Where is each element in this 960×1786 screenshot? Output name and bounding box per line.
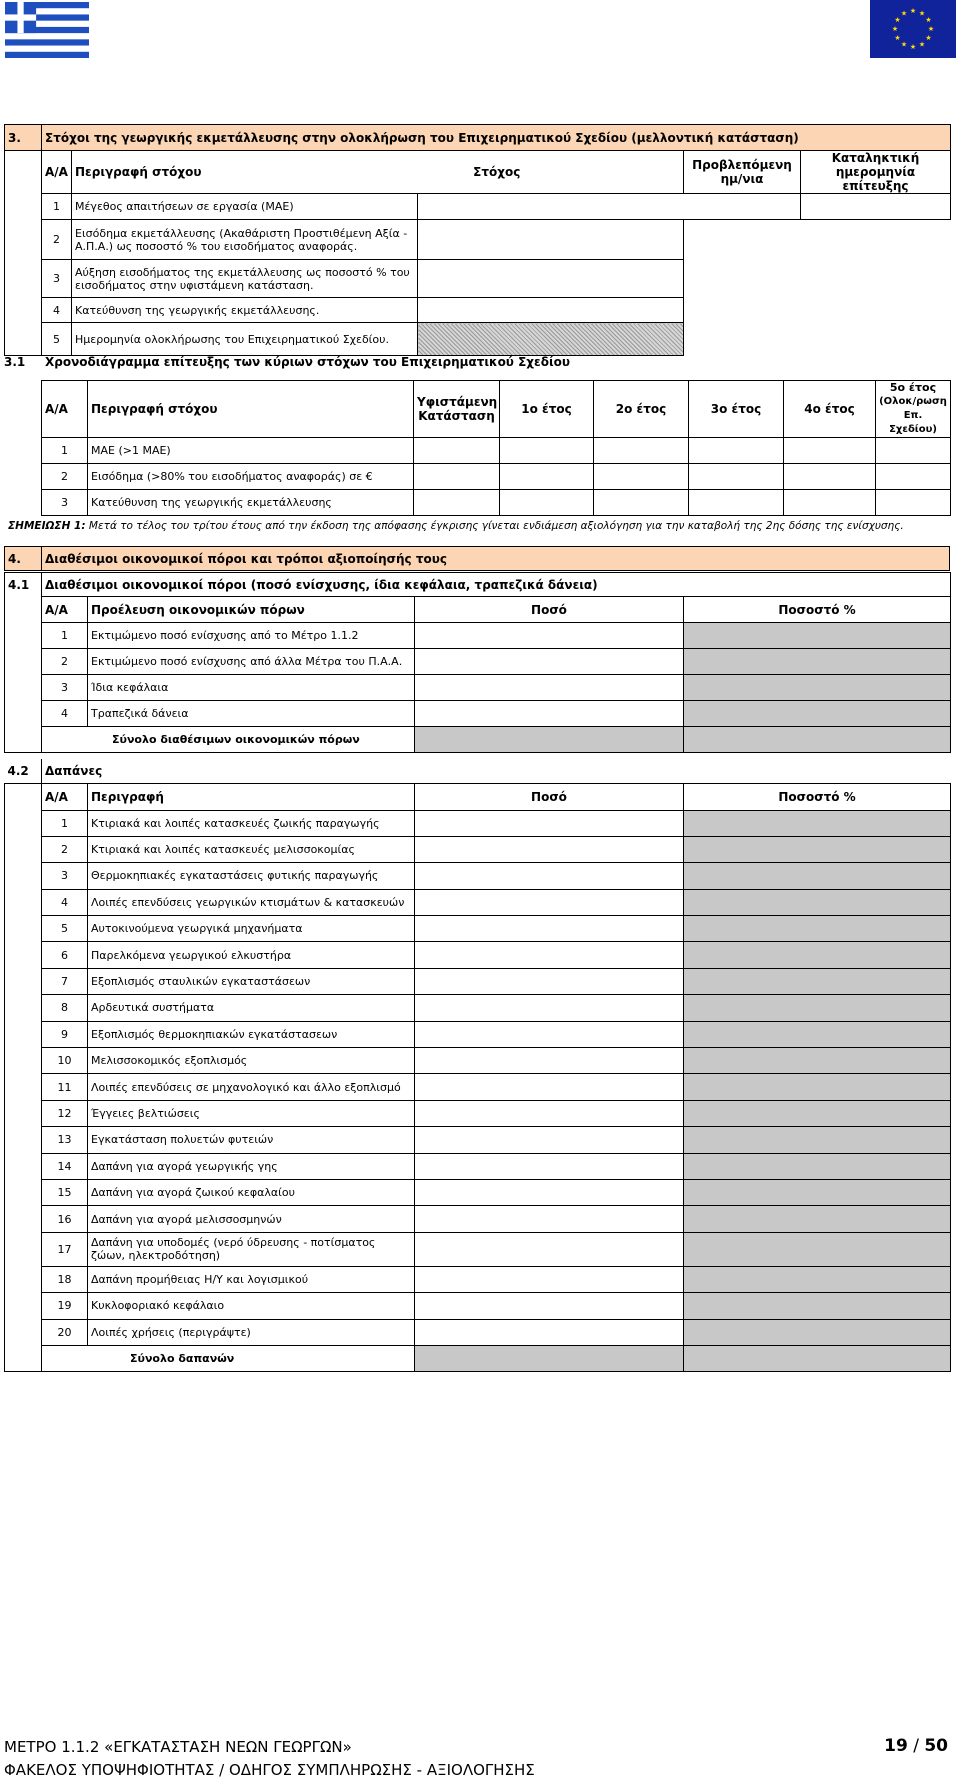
col-aa: Α/Α — [42, 783, 88, 810]
value-cell[interactable] — [876, 490, 951, 516]
amount-cell[interactable] — [415, 701, 684, 727]
value-cell[interactable] — [500, 438, 594, 464]
row-number: 20 — [42, 1319, 88, 1345]
col-aa: Α/Α — [42, 381, 88, 438]
row-desc: Εκτιμώμενο ποσό ενίσχυσης από άλλα Μέτρα του Π.Α.Α. — [88, 649, 415, 675]
row-number: 2 — [42, 220, 72, 260]
amount-cell[interactable] — [415, 1127, 684, 1153]
table-row — [5, 942, 951, 968]
total-amount — [415, 727, 684, 753]
amount-cell[interactable] — [415, 942, 684, 968]
table-row — [5, 916, 951, 942]
section-title: Διαθέσιμοι οικονομικοί πόροι και τρόποι αξιοποίησής τους — [42, 547, 950, 571]
value-cell[interactable] — [876, 438, 951, 464]
value-cell[interactable] — [689, 438, 784, 464]
table-row — [5, 1266, 951, 1292]
margin-cell — [5, 1127, 42, 1153]
value-cell[interactable] — [689, 490, 784, 516]
eu-flag-icon — [870, 0, 956, 58]
percent-cell — [684, 889, 951, 915]
planned-cell[interactable] — [684, 194, 801, 220]
col-desc: Περιγραφή — [88, 783, 415, 810]
row-number: 3 — [42, 490, 88, 516]
section-4-header — [4, 546, 950, 571]
row-desc: Μελισσοκομικός εξοπλισμός — [88, 1048, 415, 1074]
page-current: 19 — [884, 1736, 908, 1756]
note-text: Μετά το τέλος του τρίτου έτους από την έκδοση της απόφασης έγκρισης γίνεται ενδιάμεση αξιολόγηση για την καταβολή της 2ης δόσης της ενίσχυσης. — [88, 520, 904, 532]
row-desc: Εισόδημα εκμετάλλευσης (Ακαθάριστη Προστιθέμενη Αξία - Α.Π.Α.) ως ποσοστό % του εισοδήματος αναφοράς. — [72, 220, 418, 260]
percent-cell — [684, 675, 951, 701]
margin-cell — [5, 1179, 42, 1205]
row-desc: Εξοπλισμός σταυλικών εγκαταστάσεων — [88, 968, 415, 994]
amount-cell[interactable] — [415, 1100, 684, 1126]
margin-cell — [5, 1232, 42, 1266]
value-cell[interactable] — [414, 464, 500, 490]
section-number: 3.1 — [4, 355, 26, 369]
goal-cell[interactable] — [418, 260, 684, 298]
section-number: 4.1 — [5, 573, 42, 597]
margin-cell — [5, 916, 42, 942]
value-cell[interactable] — [414, 490, 500, 516]
row-number: 2 — [42, 836, 88, 862]
col-year-1: 1ο έτος — [500, 381, 594, 438]
row-number: 3 — [42, 675, 88, 701]
percent-cell — [684, 916, 951, 942]
svg-text:★: ★ — [918, 40, 926, 49]
value-cell[interactable] — [594, 438, 689, 464]
row-desc: Αρδευτικά συστήματα — [88, 995, 415, 1021]
row-number: 19 — [42, 1293, 88, 1319]
row-number: 13 — [42, 1127, 88, 1153]
row-number: 1 — [42, 623, 88, 649]
row-desc: Εξοπλισμός θερμοκηπιακών εγκατάστασεων — [88, 1021, 415, 1047]
percent-cell — [684, 1127, 951, 1153]
row-number: 3 — [42, 863, 88, 889]
margin-cell — [5, 1021, 42, 1047]
svg-text:★: ★ — [925, 34, 932, 42]
table-row — [5, 836, 951, 862]
row-desc: Δαπάνη για αγορά γεωργικής γης — [88, 1153, 415, 1179]
table-row — [5, 1127, 951, 1153]
row-desc: Λοιπές επενδύσεις γεωργικών κτισμάτων & κατασκευών — [88, 889, 415, 915]
row-desc: Λοιπές χρήσεις (περιγράψτε) — [88, 1319, 415, 1345]
svg-text:★: ★ — [925, 16, 932, 24]
col-planned: Προβλεπόμενη ημ/νια — [684, 151, 801, 194]
percent-cell — [684, 1232, 951, 1266]
row-desc: Δαπάνη για αγορά ζωικού κεφαλαίου — [88, 1179, 415, 1205]
col-year-5 — [876, 381, 951, 438]
section-number: 3. — [5, 125, 42, 151]
col-year-2: 2ο έτος — [594, 381, 689, 438]
row-number: 2 — [42, 649, 88, 675]
row-number: 4 — [42, 298, 72, 323]
total-label: Σύνολο διαθέσιμων οικονομικών πόρων — [42, 727, 415, 753]
percent-cell — [684, 836, 951, 862]
margin-cell — [5, 1100, 42, 1126]
row-number: 1 — [42, 438, 88, 464]
row-number: 16 — [42, 1206, 88, 1232]
amount-cell[interactable] — [415, 1206, 684, 1232]
row-number: 6 — [42, 942, 88, 968]
greek-flag-icon — [4, 2, 90, 58]
row-number: 15 — [42, 1179, 88, 1205]
col-year-5-sub: (Ολοκ/ρωση Επ. Σχεδίου) — [879, 396, 947, 435]
row-desc: Εισόδημα (>80% του εισοδήματος αναφοράς) σε € — [88, 464, 414, 490]
goal-cell[interactable] — [418, 298, 684, 323]
amount-cell[interactable] — [415, 1319, 684, 1345]
row-desc: Ημερομηνία ολοκλήρωσης του Επιχειρηματικού Σχεδίου. — [72, 323, 418, 356]
svg-text:★: ★ — [909, 7, 917, 15]
amount-cell[interactable] — [415, 675, 684, 701]
percent-cell — [684, 863, 951, 889]
svg-text:★: ★ — [891, 25, 899, 33]
row-desc: Εγκατάσταση πολυετών φυτειών — [88, 1127, 415, 1153]
value-cell[interactable] — [594, 490, 689, 516]
table-row — [5, 1232, 951, 1266]
row-desc: Λοιπές επενδύσεις σε μηχανολογικό και άλλο εξοπλισμό — [88, 1074, 415, 1100]
table-row — [5, 995, 951, 1021]
col-year-3: 3ο έτος — [689, 381, 784, 438]
section-number: 4. — [5, 547, 42, 571]
amount-cell[interactable] — [415, 916, 684, 942]
amount-cell[interactable] — [415, 1179, 684, 1205]
row-number: 8 — [42, 995, 88, 1021]
col-deadline: Καταληκτική ημερομηνία επίτευξης — [801, 151, 951, 194]
row-desc: Έγγειες βελτιώσεις — [88, 1100, 415, 1126]
percent-cell — [684, 810, 951, 836]
table-row — [5, 889, 951, 915]
percent-cell — [684, 623, 951, 649]
margin-cell — [5, 810, 42, 836]
percent-cell — [684, 1074, 951, 1100]
section-number: 4.2 — [5, 759, 42, 783]
deadline-cell[interactable] — [801, 194, 951, 220]
row-desc: Κατεύθυνση της γεωργικής εκμετάλλευσης. — [72, 298, 418, 323]
margin-cell — [5, 836, 42, 862]
row-desc: Παρελκόμενα γεωργικού ελκυστήρα — [88, 942, 415, 968]
margin-cell — [5, 968, 42, 994]
row-number: 5 — [42, 323, 72, 356]
percent-cell — [684, 1266, 951, 1292]
margin-cell — [5, 1048, 42, 1074]
amount-cell[interactable] — [415, 649, 684, 675]
amount-cell[interactable] — [415, 1021, 684, 1047]
percent-cell — [684, 1179, 951, 1205]
table-row — [5, 1100, 951, 1126]
row-number: 17 — [42, 1232, 88, 1266]
footer-line-2: ΦΑΚΕΛΟΣ ΥΠΟΨΗΦΙΟΤΗΤΑΣ / ΟΔΗΓΟΣ ΣΥΜΠΛΗΡΩΣΗΣ - ΑΞΙΟΛΟΓΗΣΗΣ — [4, 1761, 535, 1779]
row-desc: ΜΑΕ (>1 ΜΑΕ) — [88, 438, 414, 464]
col-desc: Περιγραφή στόχου — [72, 151, 418, 194]
percent-cell — [684, 1153, 951, 1179]
total-label: Σύνολο δαπανών — [42, 1345, 415, 1371]
row-number: 4 — [42, 889, 88, 915]
section-3-table — [4, 124, 951, 356]
margin-cell — [5, 1266, 42, 1292]
margin-cell — [5, 1206, 42, 1232]
value-cell[interactable] — [876, 464, 951, 490]
table-row — [5, 1048, 951, 1074]
margin-cell — [5, 1153, 42, 1179]
row-desc: Κτιριακά και λοιπές κατασκευές μελισσοκομίας — [88, 836, 415, 862]
amount-cell[interactable] — [415, 1074, 684, 1100]
svg-text:★: ★ — [894, 34, 901, 42]
total-amount — [415, 1345, 684, 1371]
row-number: 1 — [42, 194, 72, 220]
value-cell[interactable] — [784, 438, 876, 464]
percent-cell — [684, 1048, 951, 1074]
amount-cell[interactable] — [415, 810, 684, 836]
row-desc: Θερμοκηπιακές εγκαταστάσεις φυτικής παραγωγής — [88, 863, 415, 889]
table-row — [5, 968, 951, 994]
section-title: Χρονοδιάγραμμα επίτευξης των κύριων στόχων του Επιχειρηματικού Σχεδίου — [45, 355, 570, 369]
section-title: Στόχοι της γεωργικής εκμετάλλευσης στην ολοκλήρωση του Επιχειρηματικού Σχεδίου (μελλοντική κατάσταση) — [42, 125, 951, 151]
page-sep: / — [913, 1736, 919, 1756]
percent-cell — [684, 995, 951, 1021]
col-amount: Ποσό — [415, 597, 684, 623]
row-desc: Κτιριακά και λοιπές κατασκευές ζωικής παραγωγής — [88, 810, 415, 836]
percent-cell — [684, 701, 951, 727]
value-cell[interactable] — [594, 464, 689, 490]
table-row — [5, 1021, 951, 1047]
row-desc: Αύξηση εισοδήματος της εκμετάλλευσης ως ποσοστό % του εισοδήματος στην υφιστάμενη κατάσταση. — [72, 260, 418, 298]
row-number: 4 — [42, 701, 88, 727]
margin-cell — [5, 889, 42, 915]
row-number: 11 — [42, 1074, 88, 1100]
margin-cell — [5, 1319, 42, 1345]
row-desc: Δαπάνη για υποδομές (νερό ύδρευσης - ποτίσματος ζώων, ηλεκτροδότηση) — [88, 1232, 415, 1266]
table-row — [5, 1074, 951, 1100]
goal-cell-disabled — [418, 323, 684, 356]
table-row — [5, 1206, 951, 1232]
percent-cell — [684, 1293, 951, 1319]
amount-cell[interactable] — [415, 1266, 684, 1292]
col-aa: Α/Α — [42, 597, 88, 623]
row-desc: Αυτοκινούμενα γεωργικά μηχανήματα — [88, 916, 415, 942]
percent-cell — [684, 1100, 951, 1126]
table-row — [5, 1153, 951, 1179]
page-number — [884, 1736, 948, 1756]
amount-cell[interactable] — [415, 1048, 684, 1074]
row-number: 1 — [42, 810, 88, 836]
amount-cell[interactable] — [415, 1153, 684, 1179]
amount-cell[interactable] — [415, 995, 684, 1021]
col-year-5-label: 5ο έτος — [889, 381, 937, 394]
section-3-1-table — [41, 380, 951, 516]
row-number: 7 — [42, 968, 88, 994]
value-cell[interactable] — [500, 490, 594, 516]
svg-text:★: ★ — [927, 25, 935, 33]
svg-text:★: ★ — [900, 40, 908, 49]
section-4-1-table — [4, 572, 951, 753]
amount-cell[interactable] — [415, 863, 684, 889]
row-desc: Ίδια κεφάλαια — [88, 675, 415, 701]
row-desc: Κατεύθυνση της γεωργικής εκμετάλλευσης — [88, 490, 414, 516]
value-cell[interactable] — [500, 464, 594, 490]
col-percent: Ποσοστό % — [684, 783, 951, 810]
amount-cell[interactable] — [415, 623, 684, 649]
value-cell[interactable] — [784, 490, 876, 516]
section-4-2-table — [4, 759, 951, 1372]
row-number: 14 — [42, 1153, 88, 1179]
percent-cell — [684, 649, 951, 675]
percent-cell — [684, 942, 951, 968]
note-label: ΣΗΜΕΙΩΣΗ 1: — [8, 520, 86, 532]
table-row — [5, 863, 951, 889]
footer-line-1: ΜΕΤΡΟ 1.1.2 «ΕΓΚΑΤΑΣΤΑΣΗ ΝΕΩΝ ΓΕΩΡΓΩΝ» — [4, 1738, 352, 1756]
amount-cell[interactable] — [415, 1293, 684, 1319]
amount-cell[interactable] — [415, 968, 684, 994]
col-amount: Ποσό — [415, 783, 684, 810]
margin-cell — [5, 863, 42, 889]
row-desc: Κυκλοφοριακό κεφάλαιο — [88, 1293, 415, 1319]
percent-cell — [684, 1319, 951, 1345]
amount-cell[interactable] — [415, 889, 684, 915]
note — [8, 520, 953, 532]
table-row — [5, 1179, 951, 1205]
row-desc: Τραπεζικά δάνεια — [88, 701, 415, 727]
row-number: 12 — [42, 1100, 88, 1126]
row-number: 18 — [42, 1266, 88, 1292]
row-number: 10 — [42, 1048, 88, 1074]
table-row — [5, 1319, 951, 1345]
total-percent — [684, 727, 951, 753]
margin-cell — [5, 1293, 42, 1319]
margin-cell — [5, 1074, 42, 1100]
value-cell[interactable] — [784, 464, 876, 490]
col-year-4: 4ο έτος — [784, 381, 876, 438]
col-aa: Α/Α — [42, 151, 72, 194]
row-number: 5 — [42, 916, 88, 942]
col-goal: Στόχος — [418, 151, 684, 194]
margin-cell — [5, 995, 42, 1021]
row-desc: Δαπάνη για αγορά μελισσοσμηνών — [88, 1206, 415, 1232]
row-number: 3 — [42, 260, 72, 298]
value-cell[interactable] — [689, 464, 784, 490]
section-title: Δαπάνες — [45, 763, 103, 778]
total-percent — [684, 1345, 951, 1371]
col-desc: Περιγραφή στόχου — [88, 381, 414, 438]
svg-text:★: ★ — [909, 43, 917, 51]
row-number: 9 — [42, 1021, 88, 1047]
row-desc: Εκτιμώμενο ποσό ενίσχυσης από το Μέτρο 1.1.2 — [88, 623, 415, 649]
row-number: 2 — [42, 464, 88, 490]
svg-text:★: ★ — [894, 16, 901, 24]
col-source: Προέλευση οικονομικών πόρων — [88, 597, 415, 623]
row-desc: Μέγεθος απαιτήσεων σε εργασία (ΜΑΕ) — [72, 194, 418, 220]
col-current: Υφιστάμενη Κατάσταση — [414, 381, 500, 438]
value-cell[interactable] — [414, 438, 500, 464]
percent-cell — [684, 1021, 951, 1047]
svg-text:★: ★ — [900, 9, 908, 18]
percent-cell — [684, 1206, 951, 1232]
svg-text:★: ★ — [918, 9, 926, 18]
page-total: 50 — [924, 1736, 948, 1756]
percent-cell — [684, 968, 951, 994]
row-desc: Δαπάνη προμήθειας Η/Υ και λογισμικού — [88, 1266, 415, 1292]
goal-cell[interactable] — [418, 220, 684, 260]
amount-cell[interactable] — [415, 836, 684, 862]
section-title: Διαθέσιμοι οικονομικοί πόροι (ποσό ενίσχυσης, ίδια κεφάλαια, τραπεζικά δάνεια) — [42, 573, 951, 597]
col-percent: Ποσοστό % — [684, 597, 951, 623]
goal-cell[interactable] — [418, 194, 684, 220]
amount-cell[interactable] — [415, 1232, 684, 1266]
margin-cell — [5, 942, 42, 968]
table-row — [5, 810, 951, 836]
table-row — [5, 1293, 951, 1319]
